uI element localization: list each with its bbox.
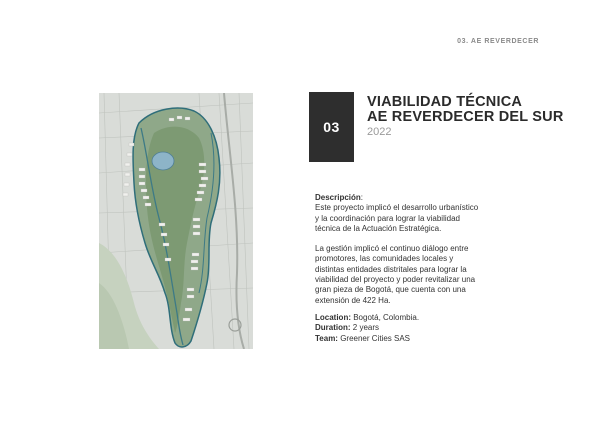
duration-label: Duration: xyxy=(315,323,351,333)
description-label: Descripción xyxy=(315,193,361,202)
description-p2-line-1: La gestión implicó el continuo diálogo entre xyxy=(315,244,469,254)
description-line-3: técnica de la Actuación Estratégica. xyxy=(315,223,442,233)
location-label: Location: xyxy=(315,313,351,322)
description-p2-line-6: extensión de 422 Ha. xyxy=(315,295,391,305)
project-title-line-2: AE REVERDECER DEL SUR xyxy=(367,109,564,125)
location-value: Bogotá, Colombia. xyxy=(351,313,420,322)
project-title-line-1: VIABILIDAD TÉCNICA xyxy=(367,94,523,110)
project-meta xyxy=(315,313,419,344)
description-colon: : xyxy=(360,193,364,202)
duration-value: 2 years xyxy=(350,323,380,333)
project-description xyxy=(315,193,515,306)
description-p2-line-4: viabilidad del proyecto y poder revitalizar una xyxy=(315,275,476,285)
project-year: 2022 xyxy=(367,126,392,138)
duration-row xyxy=(315,323,419,333)
description-p2-line-3: distintas entidades distritales para lograr la xyxy=(315,264,467,274)
masterplan-map-image xyxy=(99,93,253,349)
team-row xyxy=(315,334,419,344)
team-label: Team: xyxy=(315,333,338,343)
section-tag: 03. AE REVERDECER xyxy=(457,38,539,45)
location-row xyxy=(315,313,419,323)
project-number-badge: 03 xyxy=(309,92,354,162)
description-p2-line-5: gran pieza de Bogotá, que cuenta con una xyxy=(315,285,466,295)
description-line-2: y la coordinación para lograr la viabilidad xyxy=(315,213,460,223)
project-title xyxy=(367,95,587,125)
description-line-1: Este proyecto implicó el desarrollo urbanístico xyxy=(315,203,479,213)
team-value: Greener Cities SAS xyxy=(337,333,410,343)
description-p2-line-2: promotores, las comunidades locales y xyxy=(315,254,454,264)
